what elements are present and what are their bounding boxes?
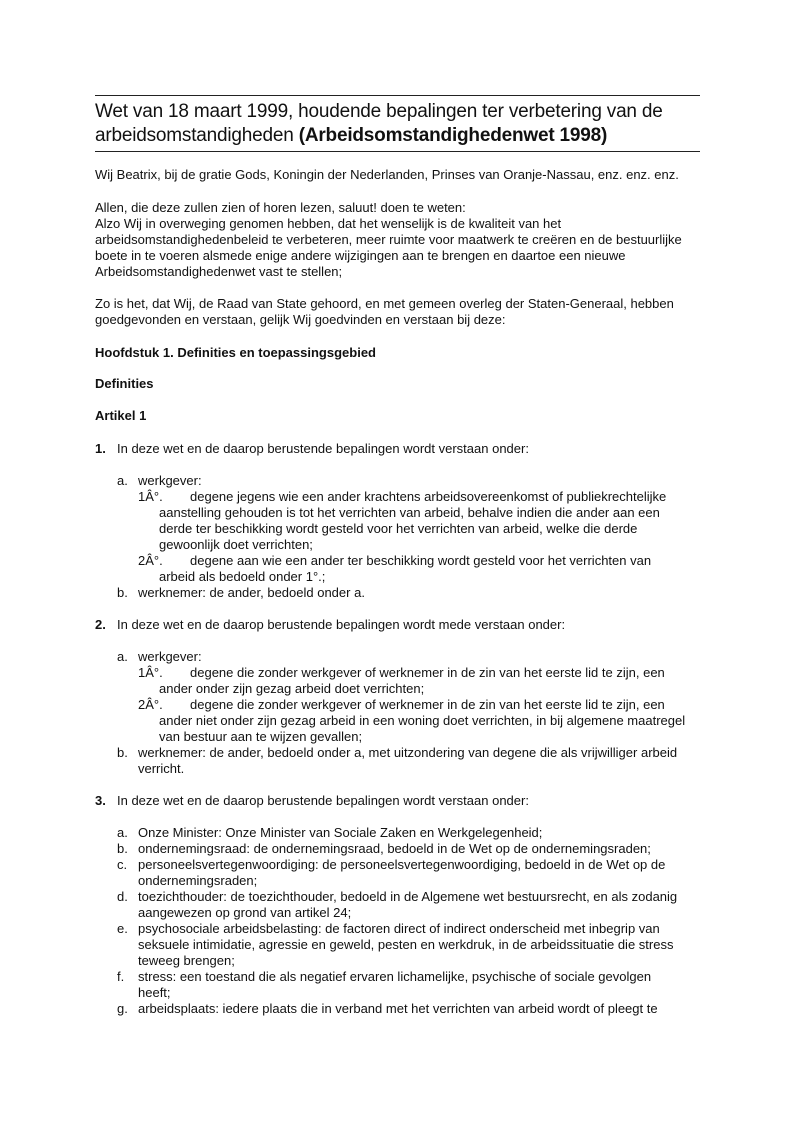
lid-2-b-line-1: werknemer: de ander, bedoeld onder a, met uitzondering van degene die als vrijwilliger arbeid: [138, 745, 678, 760]
lid-3-d-line-1: toezichthouder: de toezichthouder, bedoeld in de Algemene wet bestuursrecht, en als zodanig: [138, 889, 678, 904]
lid-3-c-line-2: ondernemingsraden;: [138, 873, 258, 888]
lid-1-a-2-number: 2Â°.: [138, 553, 163, 568]
lid-3-c-letter: c.: [117, 857, 128, 872]
lid-3-d-letter: d.: [117, 889, 128, 904]
article-heading: Artikel 1: [95, 408, 147, 423]
title-short-name: (Arbeidsomstandighedenwet 1998): [298, 125, 608, 146]
lid-1-a-2-line-2: arbeid als bedoeld onder 1°.;: [159, 569, 326, 584]
lid-1-a-1-line-2: aanstelling gehouden is tot het verrichten van arbeid, behalve indien die ander aan een: [159, 505, 660, 520]
lid-3-a-line-1: Onze Minister: Onze Minister van Sociale Zaken en Werkgelegenheid;: [138, 825, 543, 840]
lid-1-a-1-number: 1Â°.: [138, 489, 163, 504]
lid-3-f-line-1: stress: een toestand die als negatief ervaren lichamelijke, psychische of sociale gevolgen: [138, 969, 652, 984]
lid-3-e-line-1: psychosociale arbeidsbelasting: de factoren direct of indirect onderscheid met inbegrip van: [138, 921, 660, 936]
chapter-heading: Hoofdstuk 1. Definities en toepassingsgebied: [95, 345, 376, 360]
top-rule: [95, 95, 700, 96]
lid-2-a-text: werkgever:: [138, 649, 202, 664]
lid-2-text: In deze wet en de daarop berustende bepalingen wordt mede verstaan onder:: [117, 617, 566, 632]
lid-3-e-letter: e.: [117, 921, 128, 936]
lid-3-e-line-2: seksuele intimidatie, agressie en geweld, pesten en werkdruk, in de arbeidssituatie die stress: [138, 937, 674, 952]
lid-2-a-2-line-2: ander niet onder zijn gezag arbeid in een woning doet verrichten, in bij algemene maatregel: [159, 713, 686, 728]
lid-2-number: 2.: [95, 617, 106, 632]
preamble-p2-l2: Alzo Wij in overweging genomen hebben, dat het wenselijk is de kwaliteit van het: [95, 216, 562, 231]
lid-2-a-2-line-1: degene die zonder werkgever of werknemer in de zin van het eerste lid te zijn, een: [190, 697, 665, 712]
preamble-p2-l4: boete in te voeren alsmede enige andere wijzigingen aan te brengen en daartoe een nieuwe: [95, 248, 626, 263]
section-heading: Definities: [95, 376, 154, 391]
lid-3-text: In deze wet en de daarop berustende bepalingen wordt verstaan onder:: [117, 793, 529, 808]
lid-2-a-2-line-3: van bestuur aan te wijzen gevallen;: [159, 729, 363, 744]
preamble-p3-l2: goedgevonden en verstaan, gelijk Wij goedvinden en verstaan bij deze:: [95, 312, 506, 327]
lid-3-g-letter: g.: [117, 1001, 128, 1016]
lid-1-b-text: werknemer: de ander, bedoeld onder a.: [138, 585, 365, 600]
lid-1-a-text: werkgever:: [138, 473, 202, 488]
lid-1-text: In deze wet en de daarop berustende bepalingen wordt verstaan onder:: [117, 441, 529, 456]
lid-1-a-2-line-1: degene aan wie een ander ter beschikking wordt gesteld voor het verrichten van: [190, 553, 652, 568]
lid-3-f-letter: f.: [117, 969, 125, 984]
lid-3-e-line-3: teweeg brengen;: [138, 953, 235, 968]
lid-3-d-line-2: aangewezen op grond van artikel 24;: [138, 905, 352, 920]
lid-3-c-line-1: personeelsvertegenwoordiging: de personeelsvertegenwoordiging, bedoeld in de Wet op de: [138, 857, 666, 872]
lid-3-b-letter: b.: [117, 841, 128, 856]
lid-2-a-letter: a.: [117, 649, 128, 664]
preamble-p1: Wij Beatrix, bij de gratie Gods, Koningin der Nederlanden, Prinses van Oranje-Nassau, enz. enz. enz.: [95, 167, 679, 182]
lid-3-number: 3.: [95, 793, 106, 808]
title-line-1: Wet van 18 maart 1999, houdende bepalingen ter verbetering van de: [95, 101, 663, 122]
lid-1-a-letter: a.: [117, 473, 128, 488]
lid-2-a-2-number: 2Â°.: [138, 697, 163, 712]
lid-3-g-line-1: arbeidsplaats: iedere plaats die in verband met het verrichten van arbeid wordt of pleegt te: [138, 1001, 658, 1016]
lid-1-b-letter: b.: [117, 585, 128, 600]
preamble-p2-l1: Allen, die deze zullen zien of horen lezen, saluut! doen te weten:: [95, 200, 466, 215]
lid-3-f-line-2: heeft;: [138, 985, 171, 1000]
lid-3-a-letter: a.: [117, 825, 128, 840]
lid-3-b-line-1: ondernemingsraad: de ondernemingsraad, bedoeld in de Wet op de ondernemingsraden;: [138, 841, 651, 856]
bottom-rule: [95, 151, 700, 152]
lid-1-a-1-line-4: gewoonlijk doet verrichten;: [159, 537, 313, 552]
preamble-p2-l3: arbeidsomstandighedenbeleid te verbeteren, meer ruimte voor maatwerk te creëren en de bestuurlijke: [95, 232, 682, 247]
lid-2-b-line-2: verricht.: [138, 761, 185, 776]
title-line-2: arbeidsomstandigheden (Arbeidsomstandighedenwet 1998): [95, 125, 608, 146]
lid-2-a-1-number: 1Â°.: [138, 665, 163, 680]
lid-1-a-1-line-1: degene jegens wie een ander krachtens arbeidsovereenkomst of publiekrechtelijke: [190, 489, 667, 504]
lid-2-a-1-line-2: ander onder zijn gezag arbeid doet verrichten;: [159, 681, 425, 696]
document-title: [95, 100, 705, 148]
lid-2-a-1-line-1: degene die zonder werkgever of werknemer in de zin van het eerste lid te zijn, een: [190, 665, 665, 680]
preamble-p2-l5: Arbeidsomstandighedenwet vast te stellen;: [95, 264, 343, 279]
lid-1-number: 1.: [95, 441, 106, 456]
preamble-p3-l1: Zo is het, dat Wij, de Raad van State gehoord, en met gemeen overleg der Staten-Generaal, hebben: [95, 296, 674, 311]
lid-2-b-letter: b.: [117, 745, 128, 760]
lid-1-a-1-line-3: derde ter beschikking wordt gesteld voor het verrichten van arbeid, welke die derde: [159, 521, 638, 536]
